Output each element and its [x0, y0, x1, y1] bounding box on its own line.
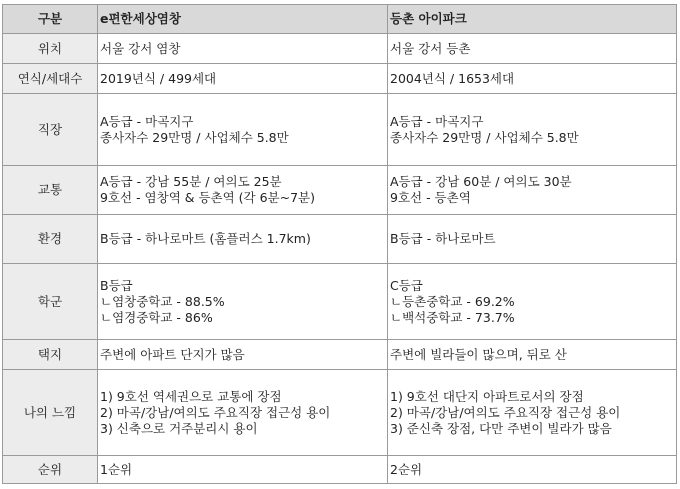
cell-line: 2) 마곡/강남/여의도 주요직장 접근성 용이: [390, 404, 621, 420]
cell-line: ㄴ염경중학교 - 86%: [100, 309, 213, 325]
cell-line: 3) 준신축 장점, 다만 주변이 빌라가 많음: [390, 420, 612, 436]
cell-line: 3) 신축으로 거주분리시 용이: [100, 420, 258, 436]
cell-line: 주변에 빌라들이 많으며, 뒤로 산: [390, 346, 567, 362]
cell-b: [388, 64, 677, 94]
cell-line: A등급 - 강남 55분 / 여의도 25분: [100, 174, 282, 189]
cell-a: [98, 64, 388, 94]
row-label: 택지: [3, 340, 98, 370]
cell-b: [388, 340, 677, 370]
row-environment: [3, 215, 677, 264]
cell-line: B등급 - 하나로마트 (홈플러스 1.7km): [100, 231, 311, 246]
row-label: 환경: [3, 215, 98, 264]
row-label: 순위: [3, 456, 98, 484]
cell-b: [388, 456, 677, 484]
cell-line: 2004년식 / 1653세대: [390, 70, 515, 86]
cell-line: ㄴ염창중학교 - 88.5%: [100, 293, 225, 309]
cell-a: [98, 456, 388, 484]
cell-a: [98, 215, 388, 264]
cell-a: [98, 166, 388, 215]
row-transport: [3, 166, 677, 215]
row-label: 직장: [3, 94, 98, 166]
row-label: 위치: [3, 34, 98, 64]
row-school: [3, 264, 677, 340]
cell-a: [98, 370, 388, 456]
cell-line: 9호선 - 염창역 & 등촌역 (각 6분~7분): [100, 190, 316, 205]
row-label: 연식/세대수: [3, 64, 98, 94]
cell-b: [388, 264, 677, 340]
cell-line: 2순위: [390, 461, 423, 477]
cell-b: [388, 166, 677, 215]
cell-a: [98, 264, 388, 340]
cell-line: C등급: [390, 277, 423, 293]
cell-b: [388, 370, 677, 456]
cell-a: [98, 94, 388, 166]
row-site: [3, 340, 677, 370]
cell-line: 서울 강서 염창: [100, 40, 181, 56]
cell-line: B등급: [100, 277, 133, 293]
cell-line: ㄴ백석중학교 - 73.7%: [390, 309, 515, 325]
header-row: [3, 5, 677, 34]
cell-line: ㄴ등촌중학교 - 69.2%: [390, 293, 515, 309]
cell-line: A등급 - 마곡지구: [100, 113, 194, 129]
header-apartment-b: 등촌 아이파크: [388, 5, 677, 34]
comparison-table: [2, 4, 677, 484]
cell-line: 9호선 - 등촌역: [390, 190, 471, 205]
cell-a: [98, 340, 388, 370]
row-age-units: [3, 64, 677, 94]
cell-line: 종사자수 29만명 / 사업체수 5.8만: [100, 129, 289, 145]
cell-b: [388, 94, 677, 166]
header-category: 구분: [3, 5, 98, 34]
row-jobs: [3, 94, 677, 166]
row-location: [3, 34, 677, 64]
cell-line: A등급 - 마곡지구: [390, 113, 484, 129]
row-label: 나의 느낌: [3, 370, 98, 456]
cell-line: A등급 - 강남 60분 / 여의도 30분: [390, 174, 572, 189]
row-label: 교통: [3, 166, 98, 215]
cell-line: B등급 - 하나로마트: [390, 231, 496, 246]
row-rank: [3, 456, 677, 484]
cell-line: 종사자수 29만명 / 사업체수 5.8만: [390, 129, 579, 145]
cell-a: [98, 34, 388, 64]
cell-b: [388, 34, 677, 64]
cell-line: 주변에 아파트 단지가 많음: [100, 346, 245, 362]
cell-b: [388, 215, 677, 264]
cell-line: 1순위: [100, 461, 133, 477]
cell-line: 1) 9호선 대단지 아파트로서의 장점: [390, 388, 584, 404]
cell-line: 2) 마곡/강남/여의도 주요직장 접근성 용이: [100, 404, 331, 420]
header-apartment-a: e편한세상염창: [98, 5, 388, 34]
row-label: 학군: [3, 264, 98, 340]
cell-line: 서울 강서 등촌: [390, 40, 471, 56]
cell-line: 1) 9호선 역세권으로 교통에 장점: [100, 388, 282, 404]
row-impression: [3, 370, 677, 456]
cell-line: 2019년식 / 499세대: [100, 70, 217, 86]
